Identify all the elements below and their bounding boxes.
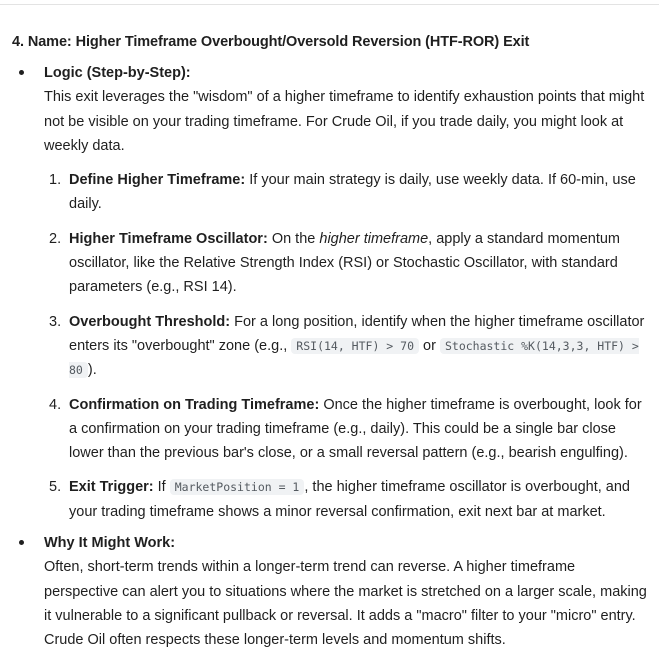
section-title: 4. Name: Higher Timeframe Overbought/Oversold Reversion (HTF-ROR) Exit — [12, 34, 530, 50]
step-title: Overbought Threshold: — [69, 313, 231, 330]
logic-heading: Logic (Step-by-Step): — [44, 65, 191, 81]
step-number: 1. — [49, 172, 62, 189]
step-text: , the higher timeframe oscillator is overbought, and your trading timeframe shows a minor reversal confirmation, exit next bar at market. — [69, 479, 630, 520]
logic-steps-list — [44, 168, 652, 524]
step-number: 4. — [49, 396, 62, 413]
step-text: ). — [87, 362, 97, 379]
why-text: Often, short-term trends within a longer-term trend can reverse. A higher timeframe perspective can alert you to situations where the market is stretched on a larger scale, making it vulnerable to a significant pullback or reversal. It adds a "macro" filter to your "micro" entry. Crude Oil often respects these longer-term levels and momentum shifts. — [44, 559, 647, 649]
section-bullet-list — [12, 61, 652, 653]
logic-bullet — [12, 61, 652, 524]
step-number: 5. — [49, 479, 62, 496]
step-item — [44, 168, 652, 217]
step-title: Confirmation on Trading Timeframe: — [69, 396, 320, 413]
step-text: If your main strategy is daily, use weekly data. If 60-min, use daily. — [69, 172, 636, 213]
step-title: Define Higher Timeframe: — [69, 172, 246, 189]
why-bullet — [12, 531, 652, 652]
step-title: Exit Trigger: — [69, 479, 154, 496]
step-number: 2. — [49, 230, 62, 247]
logic-intro: This exit leverages the "wisdom" of a higher timeframe to identify exhaustion points that might not be visible on your trading timeframe. For Crude Oil, if you trade daily, you might look at weekly data. — [44, 89, 645, 154]
inline-code-market-position: MarketPosition = 1 — [170, 479, 305, 495]
step-text: , apply a standard momentum oscillator, like the Relative Strength Index (RSI) or Stochastic Oscillator, with standard parameters (e.g., RSI 14). — [69, 230, 620, 296]
exit-strategy-section — [12, 30, 652, 653]
bullet-dot — [19, 540, 24, 545]
step-text-emphasis: higher timeframe — [319, 230, 429, 247]
top-divider — [0, 4, 659, 5]
inline-code-rsi: RSI(14, HTF) > 70 — [291, 338, 419, 354]
inline-code-stochastic: Stochastic %K(14,3,3, HTF) > 80 — [69, 338, 639, 378]
step-item — [44, 227, 652, 300]
step-item — [44, 393, 652, 466]
step-item — [44, 310, 652, 383]
step-text: On the — [271, 230, 316, 247]
why-heading: Why It Might Work: — [44, 535, 176, 552]
step-title: Higher Timeframe Oscillator: — [69, 230, 268, 247]
step-item — [44, 475, 652, 524]
step-text: Once the higher timeframe is overbought, look for a confirmation on your trading timeframe (e.g., daily). This could be a single bar close lower than the previous bar's close, or a small reversal pattern (e.g., bearish engulfing). — [69, 396, 642, 462]
step-text: If — [157, 479, 166, 496]
step-text: or — [423, 337, 436, 354]
step-number: 3. — [49, 313, 62, 330]
step-text: For a long position, identify when the higher timeframe oscillator enters its "overbought" zone (e.g., — [69, 313, 645, 354]
bullet-dot — [19, 70, 24, 75]
